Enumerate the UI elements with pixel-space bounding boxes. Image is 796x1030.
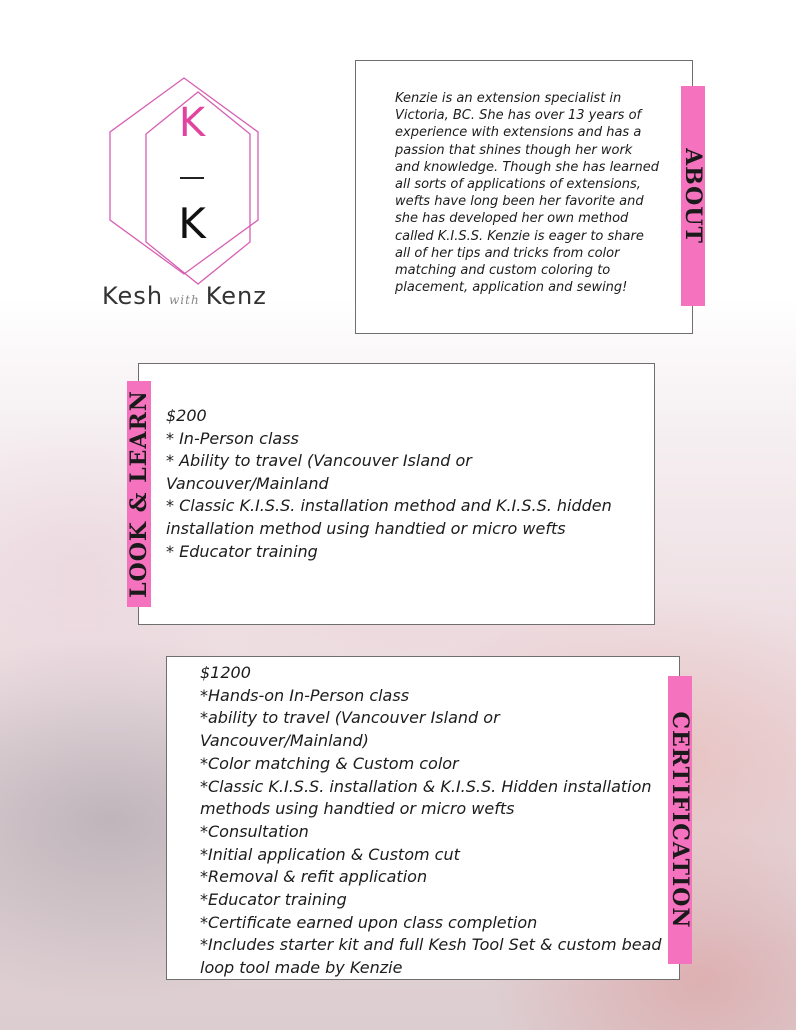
brand-name-left: Kesh: [102, 282, 164, 310]
look-learn-line: * Educator training: [166, 541, 318, 561]
about-line: placement, application and sewing!: [395, 280, 628, 296]
about-line: all of her tips and tricks from color: [395, 245, 620, 261]
certification-line: *ability to travel (Vancouver Island or: [200, 708, 500, 728]
about-description: [395, 90, 667, 296]
about-line: Victoria, BC. She has over 13 years of: [395, 108, 642, 124]
about-line: experience with extensions and has a: [395, 125, 642, 141]
about-line: called K.I.S.S. Kenzie is eager to share: [395, 228, 644, 244]
look-learn-line: * Ability to travel (Vancouver Island or: [166, 451, 472, 471]
certification-line: *Color matching & Custom color: [200, 753, 459, 773]
brand-name: [102, 282, 282, 310]
about-line: wefts have long been her favorite and: [395, 194, 644, 210]
look-learn-line: Vancouver/Mainland: [166, 473, 329, 493]
brand-name-right: Kenz: [205, 282, 267, 310]
logo-bottom-letter: K: [178, 199, 206, 248]
certification-line: loop tool made by Kenzie: [200, 958, 403, 978]
look-learn-line: * In-Person class: [166, 428, 299, 448]
brand-name-middle: with: [169, 293, 200, 307]
certification-heading: CERTIFICATION: [667, 711, 693, 929]
about-line: and knowledge. Though she has learned: [395, 159, 659, 175]
look-learn-price: $200: [166, 406, 207, 425]
look-learn-details: [166, 405, 636, 563]
certification-line: *Initial application & Custom cut: [200, 844, 460, 864]
certification-line: *Classic K.I.S.S. installation & K.I.S.S. Hidden installation: [200, 776, 652, 796]
about-line: passion that shines though her work: [395, 142, 633, 158]
certification-line: *Removal & refit application: [200, 867, 428, 887]
about-heading: ABOUT: [680, 148, 706, 244]
look-learn-line: * Classic K.I.S.S. installation method and K.I.S.S. hidden: [166, 496, 612, 516]
look-learn-heading: LOOK & LEARN: [126, 390, 152, 598]
certification-line: *Hands-on In-Person class: [200, 685, 410, 705]
certification-price: $1200: [200, 663, 251, 682]
certification-line: *Educator training: [200, 890, 347, 910]
about-line: matching and custom coloring to: [395, 263, 611, 279]
certification-line: methods using handtied or micro wefts: [200, 799, 515, 819]
about-line: she has developed her own method: [395, 211, 629, 227]
look-learn-line: installation method using handtied or micro wefts: [166, 518, 566, 538]
certification-details: [200, 662, 670, 980]
certification-line: *Certificate earned upon class completion: [200, 912, 538, 932]
about-line: all sorts of applications of extensions,: [395, 177, 641, 193]
about-line: Kenzie is an extension specialist in: [395, 91, 622, 106]
logo-top-letter: K: [178, 100, 206, 146]
certification-line: *Includes starter kit and full Kesh Tool Set & custom bead: [200, 935, 662, 955]
certification-line: *Consultation: [200, 821, 309, 841]
certification-line: Vancouver/Mainland): [200, 731, 369, 751]
